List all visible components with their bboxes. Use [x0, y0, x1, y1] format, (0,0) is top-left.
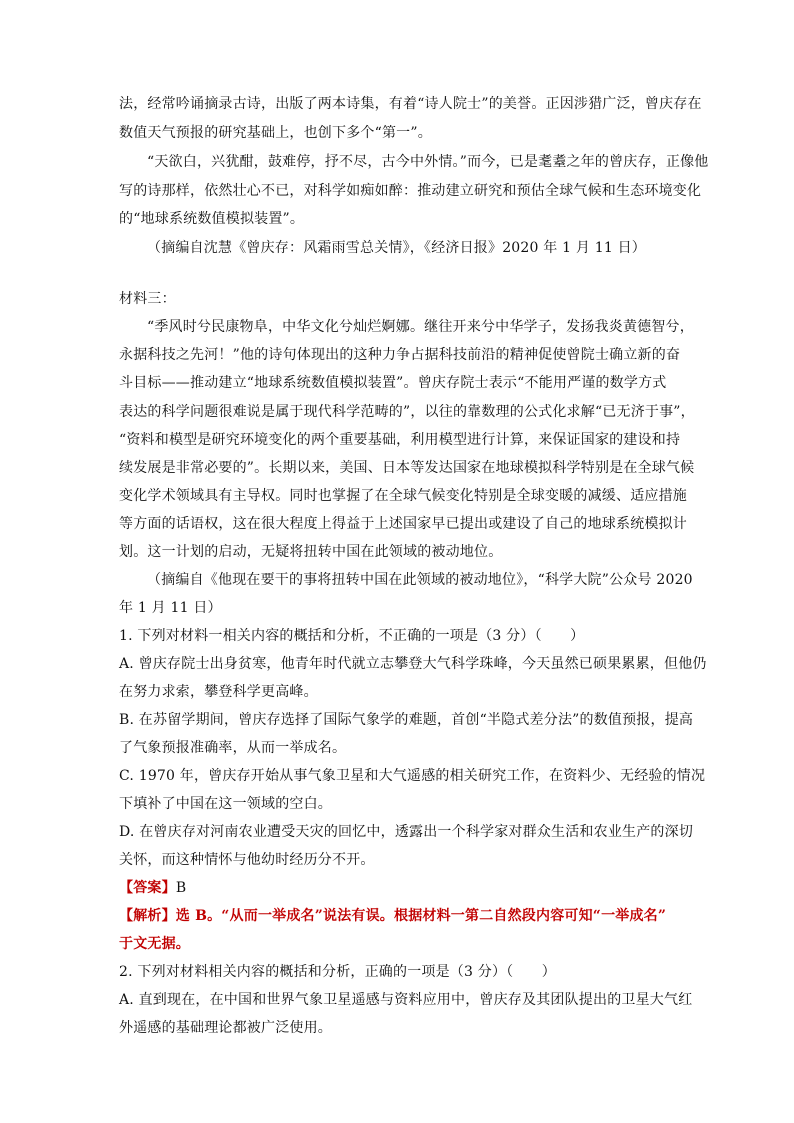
text-line: 法，经常吟诵摘录古诗，出版了两本诗集，有着“诗人院士”的美誉。正因涉猎广泛，曾庆存在	[119, 96, 702, 112]
option-d: D. 在曾庆存对河南农业遭受天灾的回忆中，透露出一个科学家对群众生活和农业生产的深切	[119, 824, 694, 840]
answer	[119, 879, 186, 897]
option-b: 了气象预报准确率，从而一举成名。	[119, 740, 347, 756]
option-c: 下填补了中国在这一领域的空白。	[119, 796, 332, 812]
option-a: A. 曾庆存院士出身贫寒，他青年时代就立志攀登大气科学珠峰，今天虽然已硕果累累，但他仍	[119, 656, 707, 672]
question-1: 1. 下列对材料一相关内容的概括和分析，不正确的一项是（3 分）（ ）	[119, 628, 585, 644]
text-line: 变化学术领域具有主导权。同时也掌握了在全球气候变化特别是全球变暖的减缓、适应措施	[119, 488, 687, 504]
text-line: 表达的科学问题很难说是属于现代科学范畴的”，以往的靠数理的公式化求解“已无济于事”，	[119, 404, 695, 420]
citation: （摘编自沈慧《曾庆存：风霜雨雪总关情》，《经济日报》2020 年 1 月 11 日）	[147, 240, 646, 256]
text-line: 永据科技之先河！”他的诗句体现出的这种力争占据科技前沿的精神促使曾院士确立新的奋	[119, 347, 681, 363]
text-line: “资料和模型是研究环境变化的两个重要基础，利用模型进行计算，来保证国家的建设和持	[119, 432, 681, 448]
option-c: C. 1970 年，曾庆存开始从事气象卫星和大气遥感的相关研究工作，在资料少、无经验的情况	[119, 768, 706, 784]
text-line: “季风时兮民康物阜，中华文化兮灿烂婀娜。继往开来兮中华学子，发扬我炎黄德智兮，	[147, 319, 694, 335]
option-a: 在努力求索，攀登科学更高峰。	[119, 684, 318, 700]
analysis: 【解析】选 B。“从而一举成名”说法有误。根据材料一第二自然段内容可知“一举成名”	[119, 908, 667, 924]
text-line: 写的诗那样，依然壮心不已，对科学如痴如醉：推动建立研究和预估全球气候和生态环境变化	[119, 183, 702, 199]
option-d: 关怀，而这种情怀与他幼时经历分不开。	[119, 852, 375, 868]
text-line: 划。这一计划的启动，无疑将扭转中国在此领域的被动地位。	[119, 544, 503, 560]
citation: 年 1 月 11 日）	[119, 600, 222, 616]
text-line: 斗目标——推动建立“地球系统数值模拟装置”。曾庆存院士表示“不能用严谨的数学方式	[119, 375, 667, 391]
answer-label: 【答案】	[119, 880, 176, 896]
analysis: 于文无据。	[119, 936, 190, 952]
option-a: A. 直到现在，在中国和世界气象卫星遥感与资料应用中，曾庆存及其团队提出的卫星大气红	[119, 992, 693, 1008]
text-line: 等方面的话语权，这在很大程度上得益于上述国家早已提出或建设了自己的地球系统模拟计	[119, 516, 687, 532]
text-line: 续发展是非常必要的”。长期以来，美国、日本等发达国家在地球模拟科学特别是在全球气候	[119, 460, 695, 476]
text-line: 的“地球系统数值模拟装置”。	[119, 211, 305, 227]
section-heading: 材料三：	[119, 291, 176, 307]
option-b: B. 在苏留学期间，曾庆存选择了国际气象学的难题，首创“半隐式差分法”的数值预报，提高	[119, 712, 694, 728]
option-a: 外遥感的基础理论都被广泛使用。	[119, 1020, 332, 1036]
text-line: 数值天气预报的研究基础上，也创下多个“第一”。	[119, 125, 432, 141]
question-2: 2. 下列对材料相关内容的概括和分析，正确的一项是（3 分）（ ）	[119, 964, 556, 980]
text-line: “天欲白，兴犹酣，鼓难停，抒不尽，古今中外情。”而今，已是耄耋之年的曾庆存，正像他	[147, 154, 709, 170]
citation: （摘编自《他现在要干的事将扭转中国在此领域的被动地位》，“科学大院”公众号 2020	[147, 572, 693, 588]
answer-value: B	[175, 880, 187, 896]
